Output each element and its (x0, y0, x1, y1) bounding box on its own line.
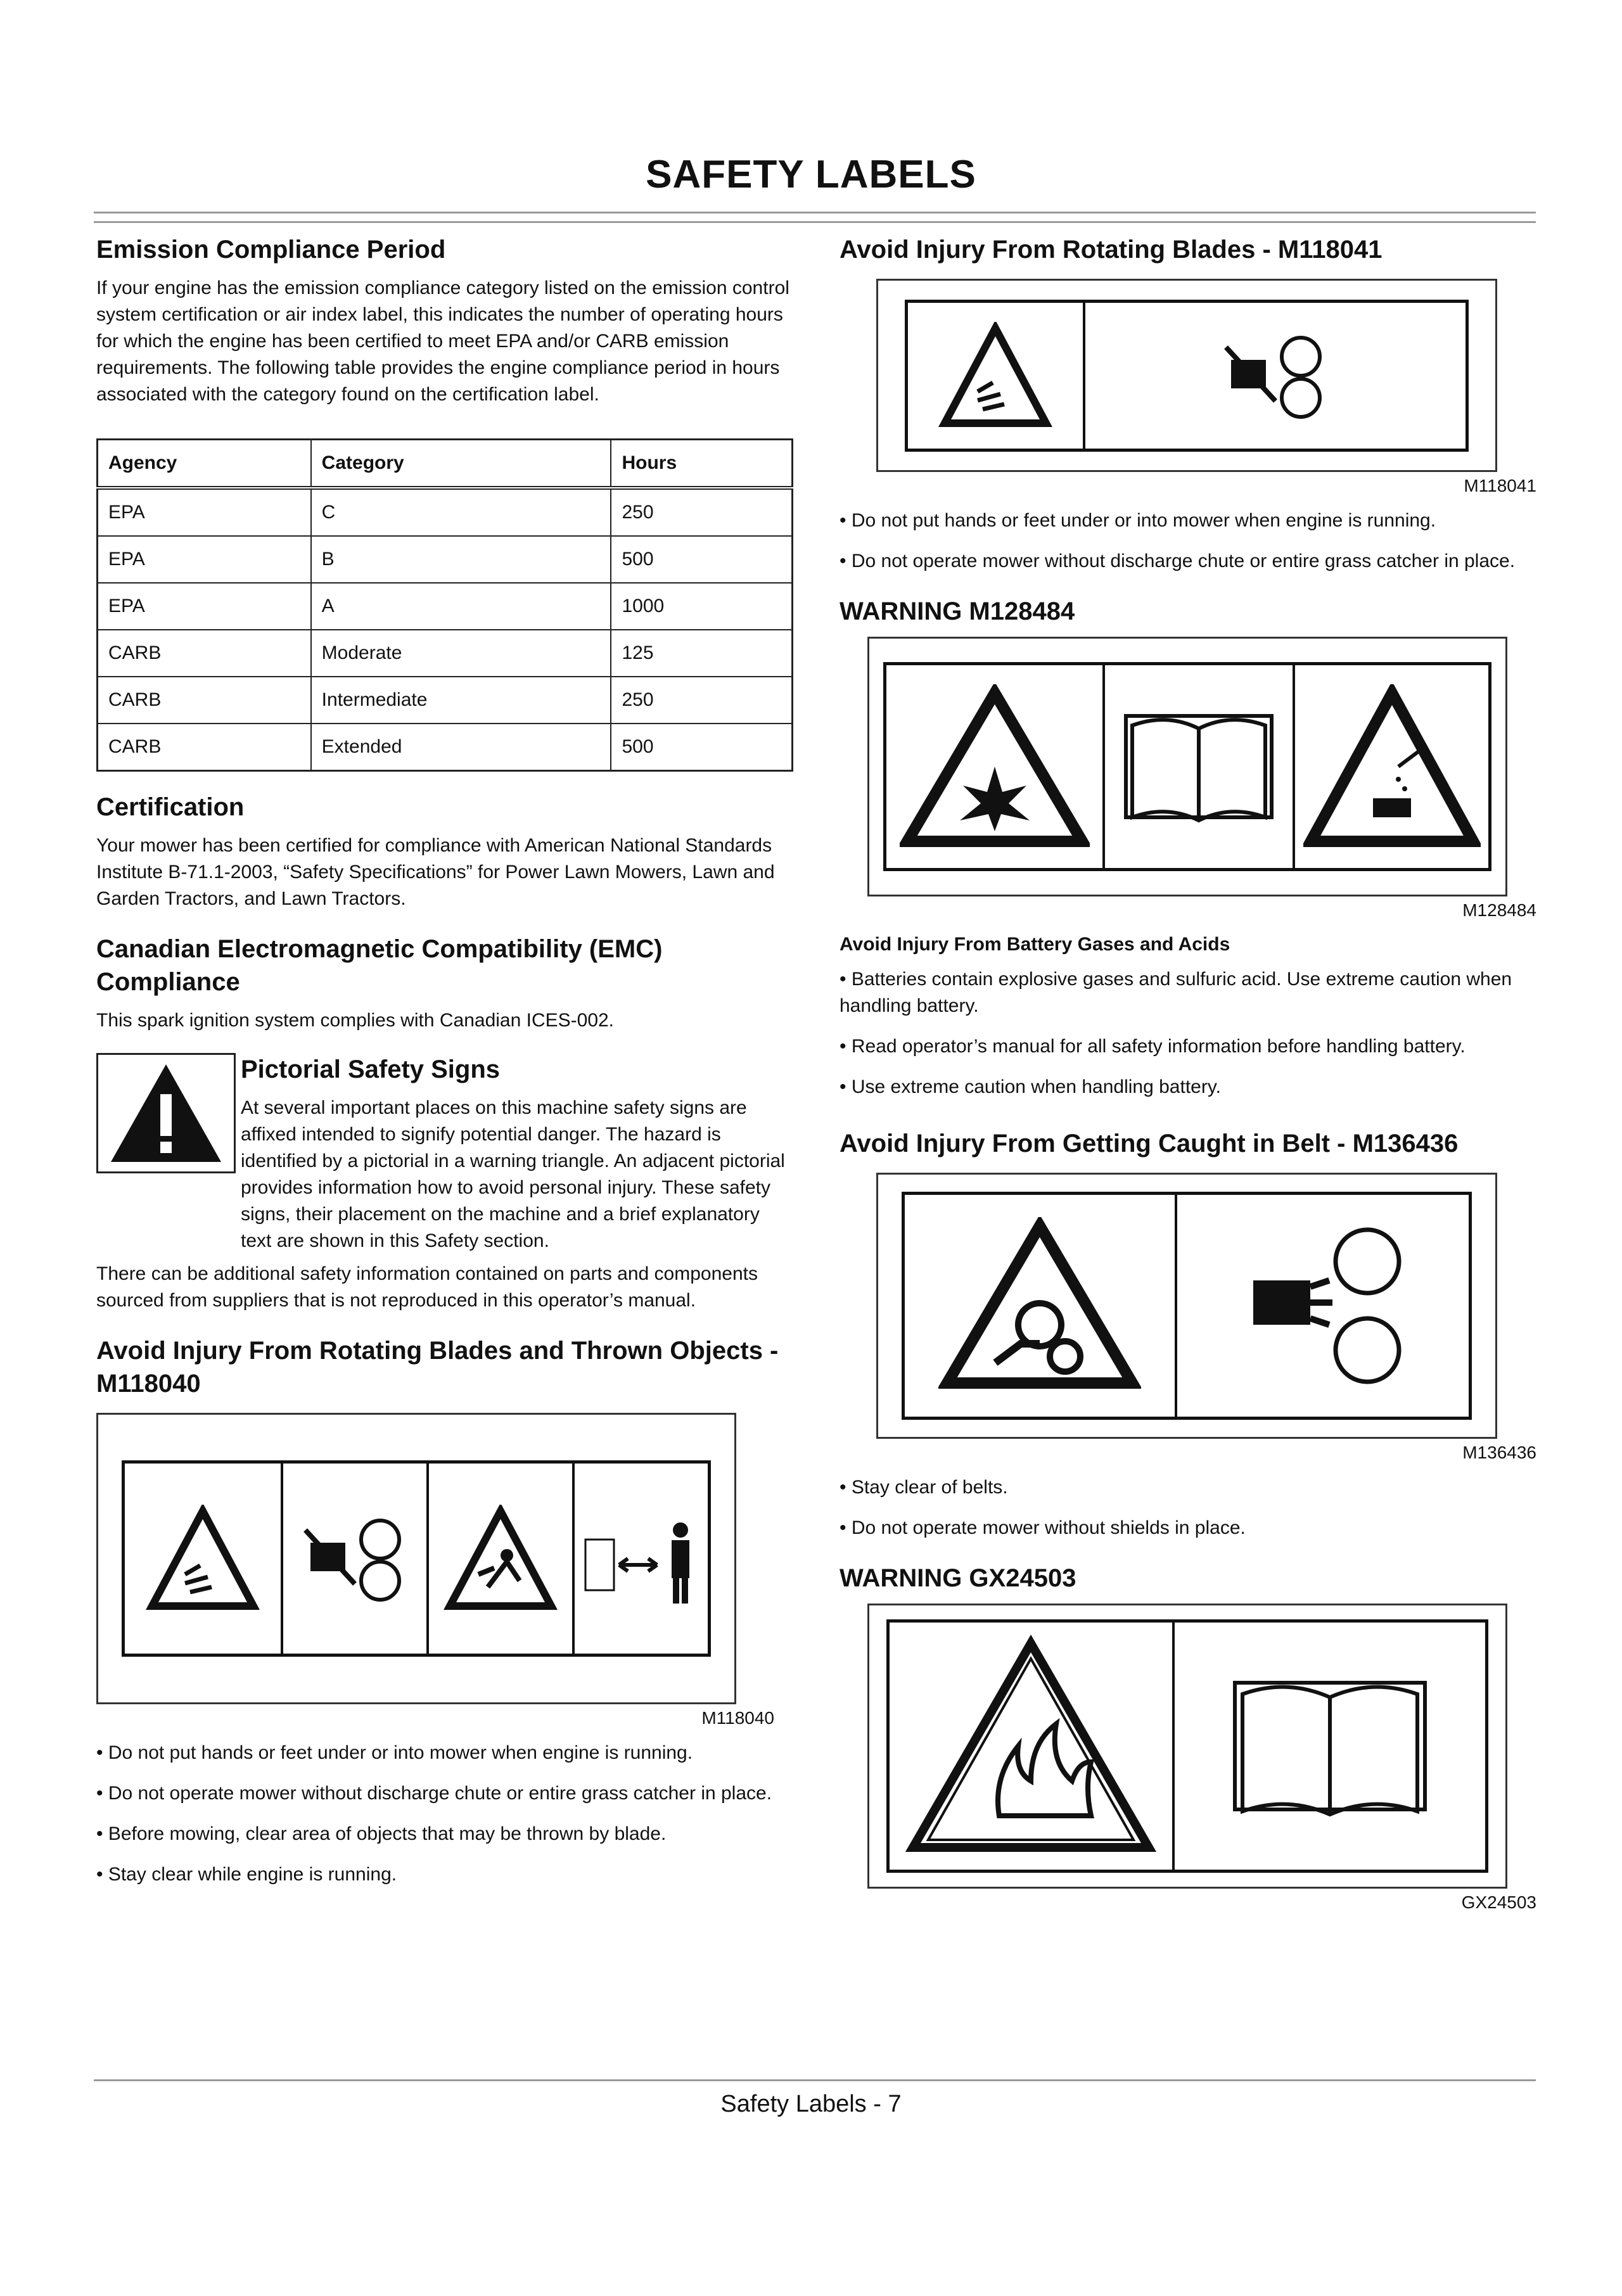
hand-belt-avoid-icon (1177, 1195, 1469, 1417)
emission-body: If your engine has the emission compliance category listed on the emission control system certification or air index label, this indicates the number of operating hours for which the engine has been certified to meet EPA and/or CARB emission requirements. The following table provides the engine compliance period in hours associated with the category found on the certification label. (96, 277, 789, 405)
list-item: • Use extreme caution when handling battery. (840, 1076, 1221, 1097)
acid-hazard-icon (1295, 665, 1488, 868)
m118041-label (876, 279, 1536, 472)
emc-body: This spark ignition system complies with Canadian ICES-002. (96, 1010, 615, 1031)
table-header: Hours (611, 440, 792, 488)
m128484-label (867, 637, 1536, 896)
footer-divider (94, 2079, 1536, 2081)
fire-hazard-icon (890, 1623, 1175, 1870)
pictorial-body-2: There can be additional safety information contained on parts and components sourced from suppliers that is not reproduced in this operator’s manual. (96, 1263, 758, 1311)
table-cell: Extended (311, 724, 611, 771)
table-cell: 500 (611, 536, 792, 583)
hand-blade-avoid-icon (1085, 303, 1466, 449)
table-row (98, 536, 793, 583)
read-manual-icon (1105, 665, 1295, 868)
m128484-heading: WARNING M128484 (840, 597, 1075, 625)
pictorial-heading: Pictorial Safety Signs (241, 1056, 501, 1083)
list-item: • Do not operate mower without discharge chute or entire grass catcher in place. (96, 1783, 772, 1804)
gx24503-label (867, 1604, 1536, 1889)
table-cell: 250 (611, 677, 792, 724)
warning-triangle-icon (96, 1053, 236, 1173)
table-header: Category (311, 440, 611, 488)
m118041-code: M118041 (1464, 476, 1536, 495)
gx24503-heading: WARNING GX24503 (840, 1564, 1076, 1592)
emc-heading: Canadian Electromagnetic Compatibility (EMC) Compliance (96, 935, 663, 996)
pictorial-body: At several important places on this machine safety signs are affixed intended to signify potential danger. The hazard is identified by a pictorial in a warning triangle. An adjacent pictorial provides information how to avoid personal injury. These safety signs, their placement on the machine and a brief explanatory text are shown in this Safety section. (241, 1097, 785, 1251)
stay-clear-person-icon (575, 1464, 708, 1654)
page-title: SAFETY LABELS (646, 153, 976, 196)
list-item: • Do not put hands or feet under or into mower when engine is running. (840, 510, 1436, 531)
rotating-blade-hazard-icon (125, 1464, 283, 1654)
emission-heading: Emission Compliance Period (96, 236, 446, 264)
table-cell: CARB (98, 677, 311, 724)
m136436-heading: Avoid Injury From Getting Caught in Belt - M136436 (840, 1130, 1459, 1158)
table-cell: EPA (98, 583, 311, 630)
list-item: • Do not operate mower without discharge chute or entire grass catcher in place. (840, 551, 1516, 571)
certification-heading: Certification (96, 793, 245, 821)
table-cell: 125 (611, 630, 792, 677)
m136436-code: M136436 (1462, 1443, 1536, 1462)
m128484-code: M128484 (1462, 900, 1536, 920)
table-header-row (98, 440, 793, 488)
m118040-code: M118040 (701, 1708, 774, 1728)
list-item: • Before mowing, clear area of objects that may be thrown by blade. (96, 1823, 667, 1844)
table-cell: CARB (98, 724, 311, 771)
table-row (98, 488, 793, 536)
pictorial-section (96, 1053, 793, 1314)
belt-entanglement-hazard-icon (905, 1195, 1177, 1417)
thrown-objects-hazard-icon (429, 1464, 575, 1654)
m118040-label (96, 1413, 793, 1704)
table-cell: Intermediate (311, 677, 611, 724)
table-header: Agency (98, 440, 311, 488)
m128484-subheading: Avoid Injury From Battery Gases and Acids (840, 934, 1230, 955)
right-column (840, 233, 1536, 1924)
read-manual-icon (1175, 1623, 1485, 1870)
rotating-blade-hazard-icon (908, 303, 1085, 449)
table-cell: EPA (98, 536, 311, 583)
table-cell: 500 (611, 724, 792, 771)
m118040-heading: Avoid Injury From Rotating Blades and Thrown Objects - M118040 (96, 1337, 779, 1398)
table-cell: CARB (98, 630, 311, 677)
left-column (96, 233, 793, 1902)
explosion-hazard-icon (886, 665, 1105, 868)
m136436-label (876, 1173, 1536, 1439)
list-item: • Stay clear while engine is running. (96, 1864, 397, 1885)
table-row (98, 677, 793, 724)
list-item: • Stay clear of belts. (840, 1477, 1008, 1498)
table-cell: B (311, 536, 611, 583)
list-item: • Read operator’s manual for all safety information before handling battery. (840, 1036, 1466, 1057)
table-row (98, 630, 793, 677)
list-item: • Batteries contain explosive gases and sulfuric acid. Use extreme caution when handling battery. (840, 969, 1512, 1016)
table-cell: A (311, 583, 611, 630)
table-cell: 250 (611, 488, 792, 536)
m118041-heading: Avoid Injury From Rotating Blades - M118041 (840, 236, 1383, 264)
list-item: • Do not put hands or feet under or into mower when engine is running. (96, 1742, 693, 1763)
emission-table (96, 438, 793, 772)
certification-body: Your mower has been certified for compliance with American National Standards Institute B-71.1-2003, “Safety Specifications” for Power Lawn Mowers, Lawn and Garden Tractors, and Lawn Tractors. (96, 835, 775, 909)
hand-blade-avoid-icon (283, 1464, 429, 1654)
title-divider (94, 212, 1536, 223)
table-row (98, 724, 793, 771)
list-item: • Do not operate mower without shields in place. (840, 1517, 1246, 1538)
table-cell: C (311, 488, 611, 536)
page-footer: Safety Labels - 7 (720, 2091, 902, 2117)
gx24503-code: GX24503 (1461, 1892, 1536, 1912)
table-row (98, 583, 793, 630)
table-cell: EPA (98, 488, 311, 536)
table-cell: Moderate (311, 630, 611, 677)
table-cell: 1000 (611, 583, 792, 630)
